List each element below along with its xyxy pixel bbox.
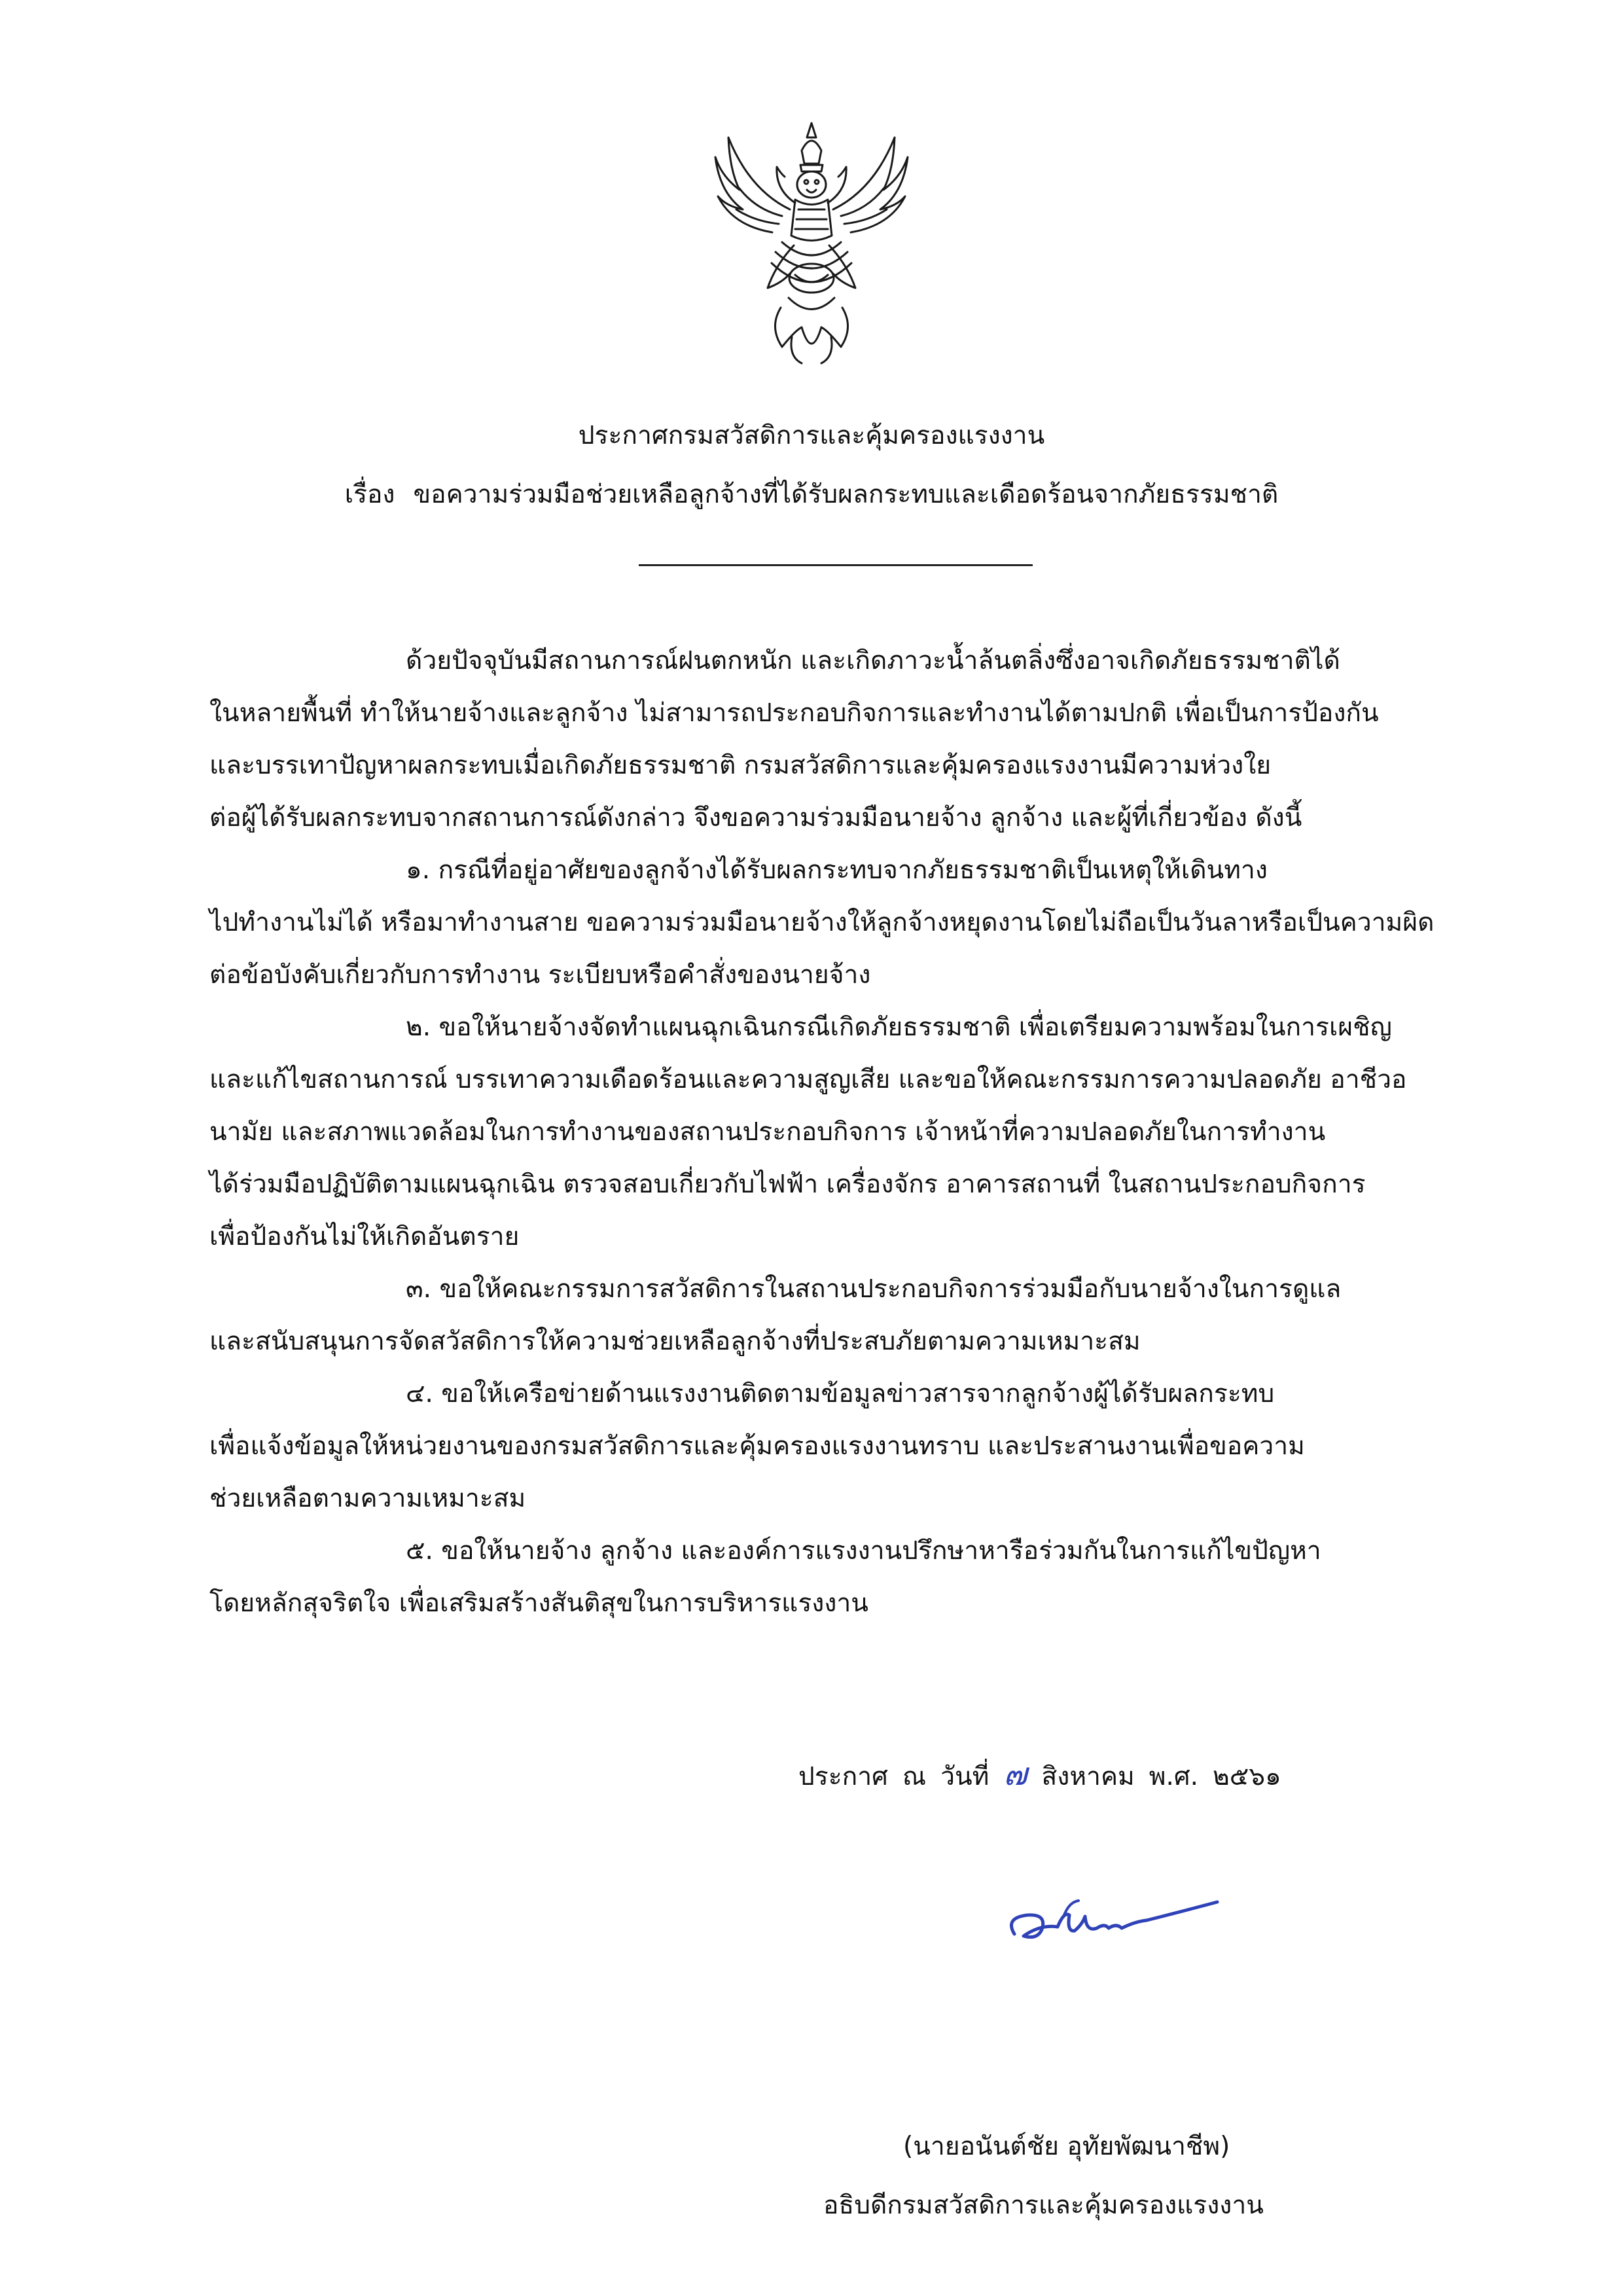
handwritten-signature-icon: [1001, 1872, 1237, 1964]
paragraph-line: ได้ร่วมมือปฏิบัติตามแผนฉุกเฉิน ตรวจสอบเกี่ยวกับไฟฟ้า เครื่องจักร อาคารสถานที่ ในสถานประกอบกิจการ: [209, 1170, 1366, 1199]
paragraph-line: และสนับสนุนการจัดสวัสดิการให้ความช่วยเหลือลูกจ้างที่ประสบภัยตามความเหมาะสม: [209, 1327, 1141, 1356]
paragraph-line: และแก้ไขสถานการณ์ บรรเทาความเดือดร้อนและความสูญเสีย และขอให้คณะกรรมการความปลอดภัย อาชีวอ: [209, 1065, 1407, 1094]
issued-prefix: ประกาศ: [798, 1762, 888, 1791]
paragraph-line: ไปทำงานไม่ได้ หรือมาทำงานสาย ขอความร่วมมือนายจ้างให้ลูกจ้างหยุดงานโดยไม่ถือเป็นวันลาหรือเป็นความผิด: [209, 908, 1435, 937]
issued-month: สิงหาคม: [1041, 1762, 1135, 1791]
garuda-emblem-icon: [704, 111, 919, 373]
title-divider: [639, 564, 1033, 566]
paragraph-line: ๑. กรณีที่อยู่อาศัยของลูกจ้างได้รับผลกระทบจากภัยธรรมชาติเป็นเหตุให้เดินทาง: [406, 855, 1268, 885]
signer-position: อธิบดีกรมสวัสดิการและคุ้มครองแรงงาน: [823, 2191, 1264, 2220]
paragraph-line: นามัย และสภาพแวดล้อมในการทำงานของสถานประกอบกิจการ เจ้าหน้าที่ความปลอดภัยในการทำงาน: [209, 1117, 1326, 1147]
paragraph-line: ต่อผู้ได้รับผลกระทบจากสถานการณ์ดังกล่าว จึงขอความร่วมมือนายจ้าง ลูกจ้าง และผู้ที่เกี่ยวข้อง ดังนี้: [209, 803, 1302, 833]
issued-day-handwritten: ๗: [1003, 1756, 1027, 1793]
paragraph-line: ๓. ขอให้คณะกรรมการสวัสดิการในสถานประกอบกิจการร่วมมือกับนายจ้างในการดูแล: [406, 1274, 1342, 1304]
announcement-title: ประกาศกรมสวัสดิการและคุ้มครองแรงงาน: [578, 421, 1045, 450]
paragraph-line: และบรรเทาปัญหาผลกระทบเมื่อเกิดภัยธรรมชาติ กรมสวัสดิการและคุ้มครองแรงงานมีความห่วงใย: [209, 751, 1272, 780]
subject-text: ขอความร่วมมือช่วยเหลือลูกจ้างที่ได้รับผลกระทบและเดือดร้อนจากภัยธรรมชาติ: [413, 480, 1279, 509]
paragraph-line: ๕. ขอให้นายจ้าง ลูกจ้าง และองค์การแรงงานปรึกษาหารือร่วมกันในการแก้ไขปัญหา: [406, 1536, 1321, 1566]
issued-at: ณ: [902, 1762, 927, 1791]
issued-date-label: วันที่: [940, 1762, 990, 1791]
paragraph-line: โดยหลักสุจริตใจ เพื่อเสริมสร้างสันติสุขในการบริหารแรงงาน: [209, 1588, 868, 1618]
issued-era: พ.ศ.: [1149, 1762, 1199, 1791]
issued-year: ๒๕๖๑: [1213, 1762, 1281, 1791]
subject-label: เรื่อง: [344, 480, 395, 509]
paragraph-line: ๒. ขอให้นายจ้างจัดทำแผนฉุกเฉินกรณีเกิดภัยธรรมชาติ เพื่อเตรียมความพร้อมในการเผชิญ: [406, 1013, 1392, 1042]
paragraph-line: เพื่อป้องกันไม่ให้เกิดอันตราย: [209, 1222, 520, 1251]
issue-date-line: [798, 1751, 1281, 1800]
paragraph-line: ๔. ขอให้เครือข่ายด้านแรงงานติดตามข้อมูลข่าวสารจากลูกจ้างผู้ได้รับผลกระทบ: [406, 1379, 1275, 1408]
paragraph-line: ต่อข้อบังคับเกี่ยวกับการทำงาน ระเบียบหรือคำสั่งของนายจ้าง: [209, 960, 871, 990]
paragraph-line: ช่วยเหลือตามความเหมาะสม: [209, 1484, 526, 1513]
subject-line: [0, 475, 1623, 514]
paragraph-line: ในหลายพื้นที่ ทำให้นายจ้างและลูกจ้าง ไม่สามารถประกอบกิจการและทำงานได้ตามปกติ เพื่อเป็นการป้องกัน: [209, 698, 1379, 728]
paragraph-line: ด้วยปัจจุบันมีสถานการณ์ฝนตกหนัก และเกิดภาวะน้ำล้นตลิ่งซึ่งอาจเกิดภัยธรรมชาติได้: [406, 646, 1340, 675]
signer-name: (นายอนันต์ชัย อุทัยพัฒนาชีพ): [903, 2132, 1230, 2161]
paragraph-line: เพื่อแจ้งข้อมูลให้หน่วยงานของกรมสวัสดิการและคุ้มครองแรงงานทราบ และประสานงานเพื่อขอความ: [209, 1431, 1305, 1461]
